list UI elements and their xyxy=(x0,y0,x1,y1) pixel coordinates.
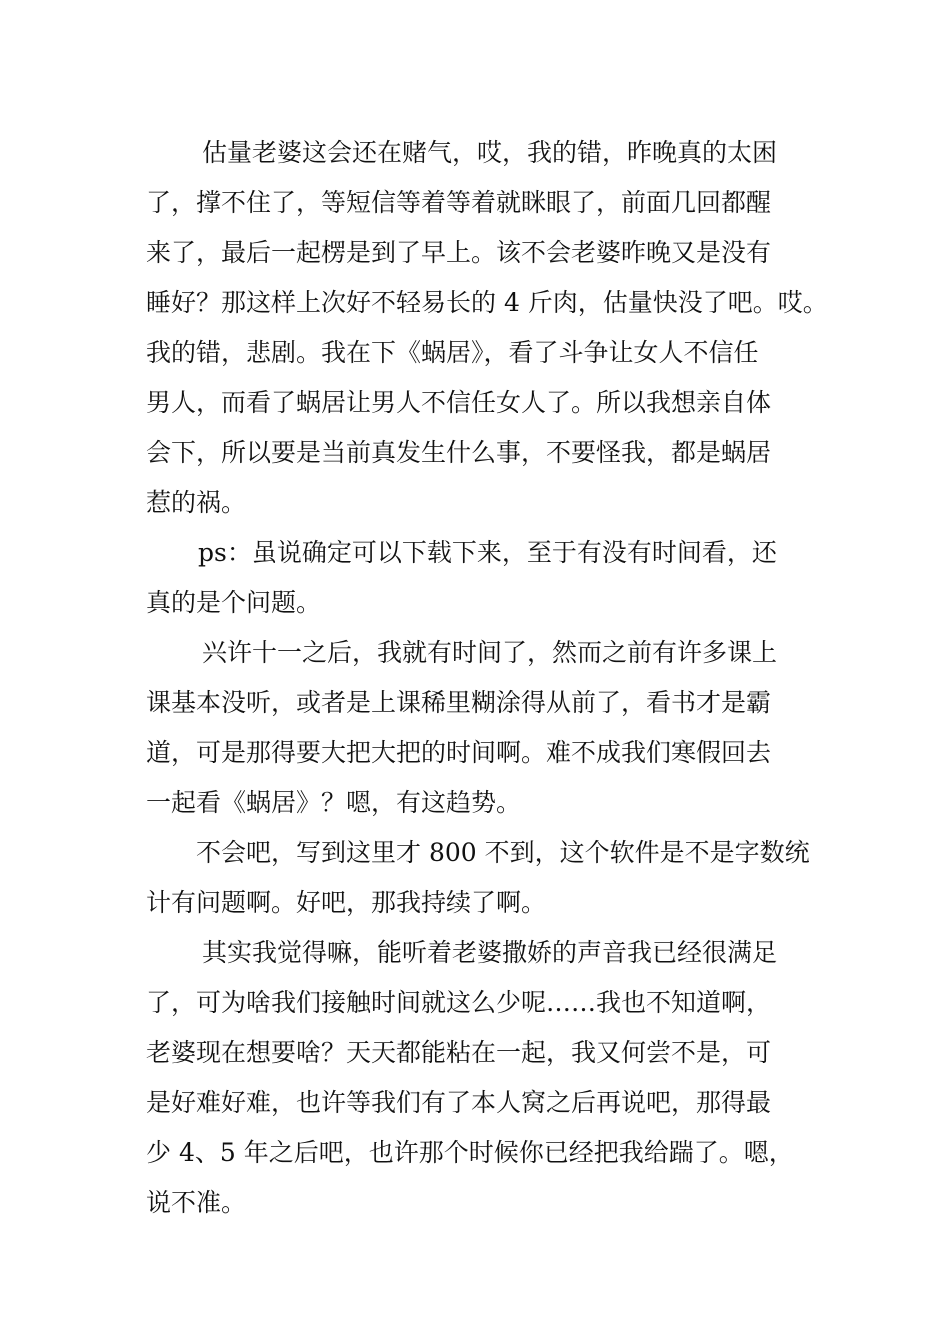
text-line: 道，可是那得要大把大把的时间啊。难不成我们寒假回去 xyxy=(146,738,772,767)
text-line: 兴许十一之后，我就有时间了，然而之前有许多课上 xyxy=(202,638,778,667)
text-line: 真的是个问题。 xyxy=(146,588,322,617)
text-line: 不会吧，写到这里才 800 不到，这个软件是不是字数统 xyxy=(196,838,810,867)
text-line: 少 4、5 年之后吧，也许那个时候你已经把我给踹了。嗯， xyxy=(146,1138,794,1167)
text-line: 会下，所以要是当前真发生什么事，不要怪我，都是蜗居 xyxy=(146,438,772,467)
document-body xyxy=(146,128,836,1228)
text-line: 课基本没听，或者是上课稀里糊涂得从前了，看书才是霸 xyxy=(146,688,772,717)
text-line: 一起看《蜗居》？嗯，有这趋势。 xyxy=(146,788,522,817)
text-line: 来了，最后一起楞是到了早上。该不会老婆昨晚又是没有 xyxy=(146,238,772,267)
paragraph-3 xyxy=(146,628,836,828)
text-line: 估量老婆这会还在赌气，哎，我的错，昨晚真的太困 xyxy=(202,138,778,167)
text-line: 我的错，悲剧。我在下《蜗居》，看了斗争让女人不信任 xyxy=(146,338,759,367)
text-line: 了，可为啥我们接触时间就这么少呢……我也不知道啊， xyxy=(146,988,772,1017)
text-line: ps：虽说确定可以下载下来，至于有没有时间看，还 xyxy=(198,538,777,567)
text-line: 是好难好难，也许等我们有了本人窝之后再说吧，那得最 xyxy=(146,1088,772,1117)
text-line: 了，撑不住了，等短信等着等着就眯眼了，前面几回都醒 xyxy=(146,188,772,217)
text-line: 睡好？那这样上次好不轻易长的 4 斤肉，估量快没了吧。哎。 xyxy=(146,288,828,317)
paragraph-5 xyxy=(146,928,836,1228)
paragraph-4 xyxy=(146,828,836,928)
paragraph-1 xyxy=(146,128,836,528)
text-line: 惹的祸。 xyxy=(146,488,247,517)
text-line: 老婆现在想要啥？天天都能粘在一起，我又何尝不是，可 xyxy=(146,1038,772,1067)
paragraph-2 xyxy=(146,528,836,628)
text-line: 其实我觉得嘛，能听着老婆撒娇的声音我已经很满足 xyxy=(202,938,778,967)
text-line: 说不准。 xyxy=(146,1188,247,1217)
text-line: 计有问题啊。好吧，那我持续了啊。 xyxy=(146,888,547,917)
text-line: 男人，而看了蜗居让男人不信任女人了。所以我想亲自体 xyxy=(146,388,772,417)
